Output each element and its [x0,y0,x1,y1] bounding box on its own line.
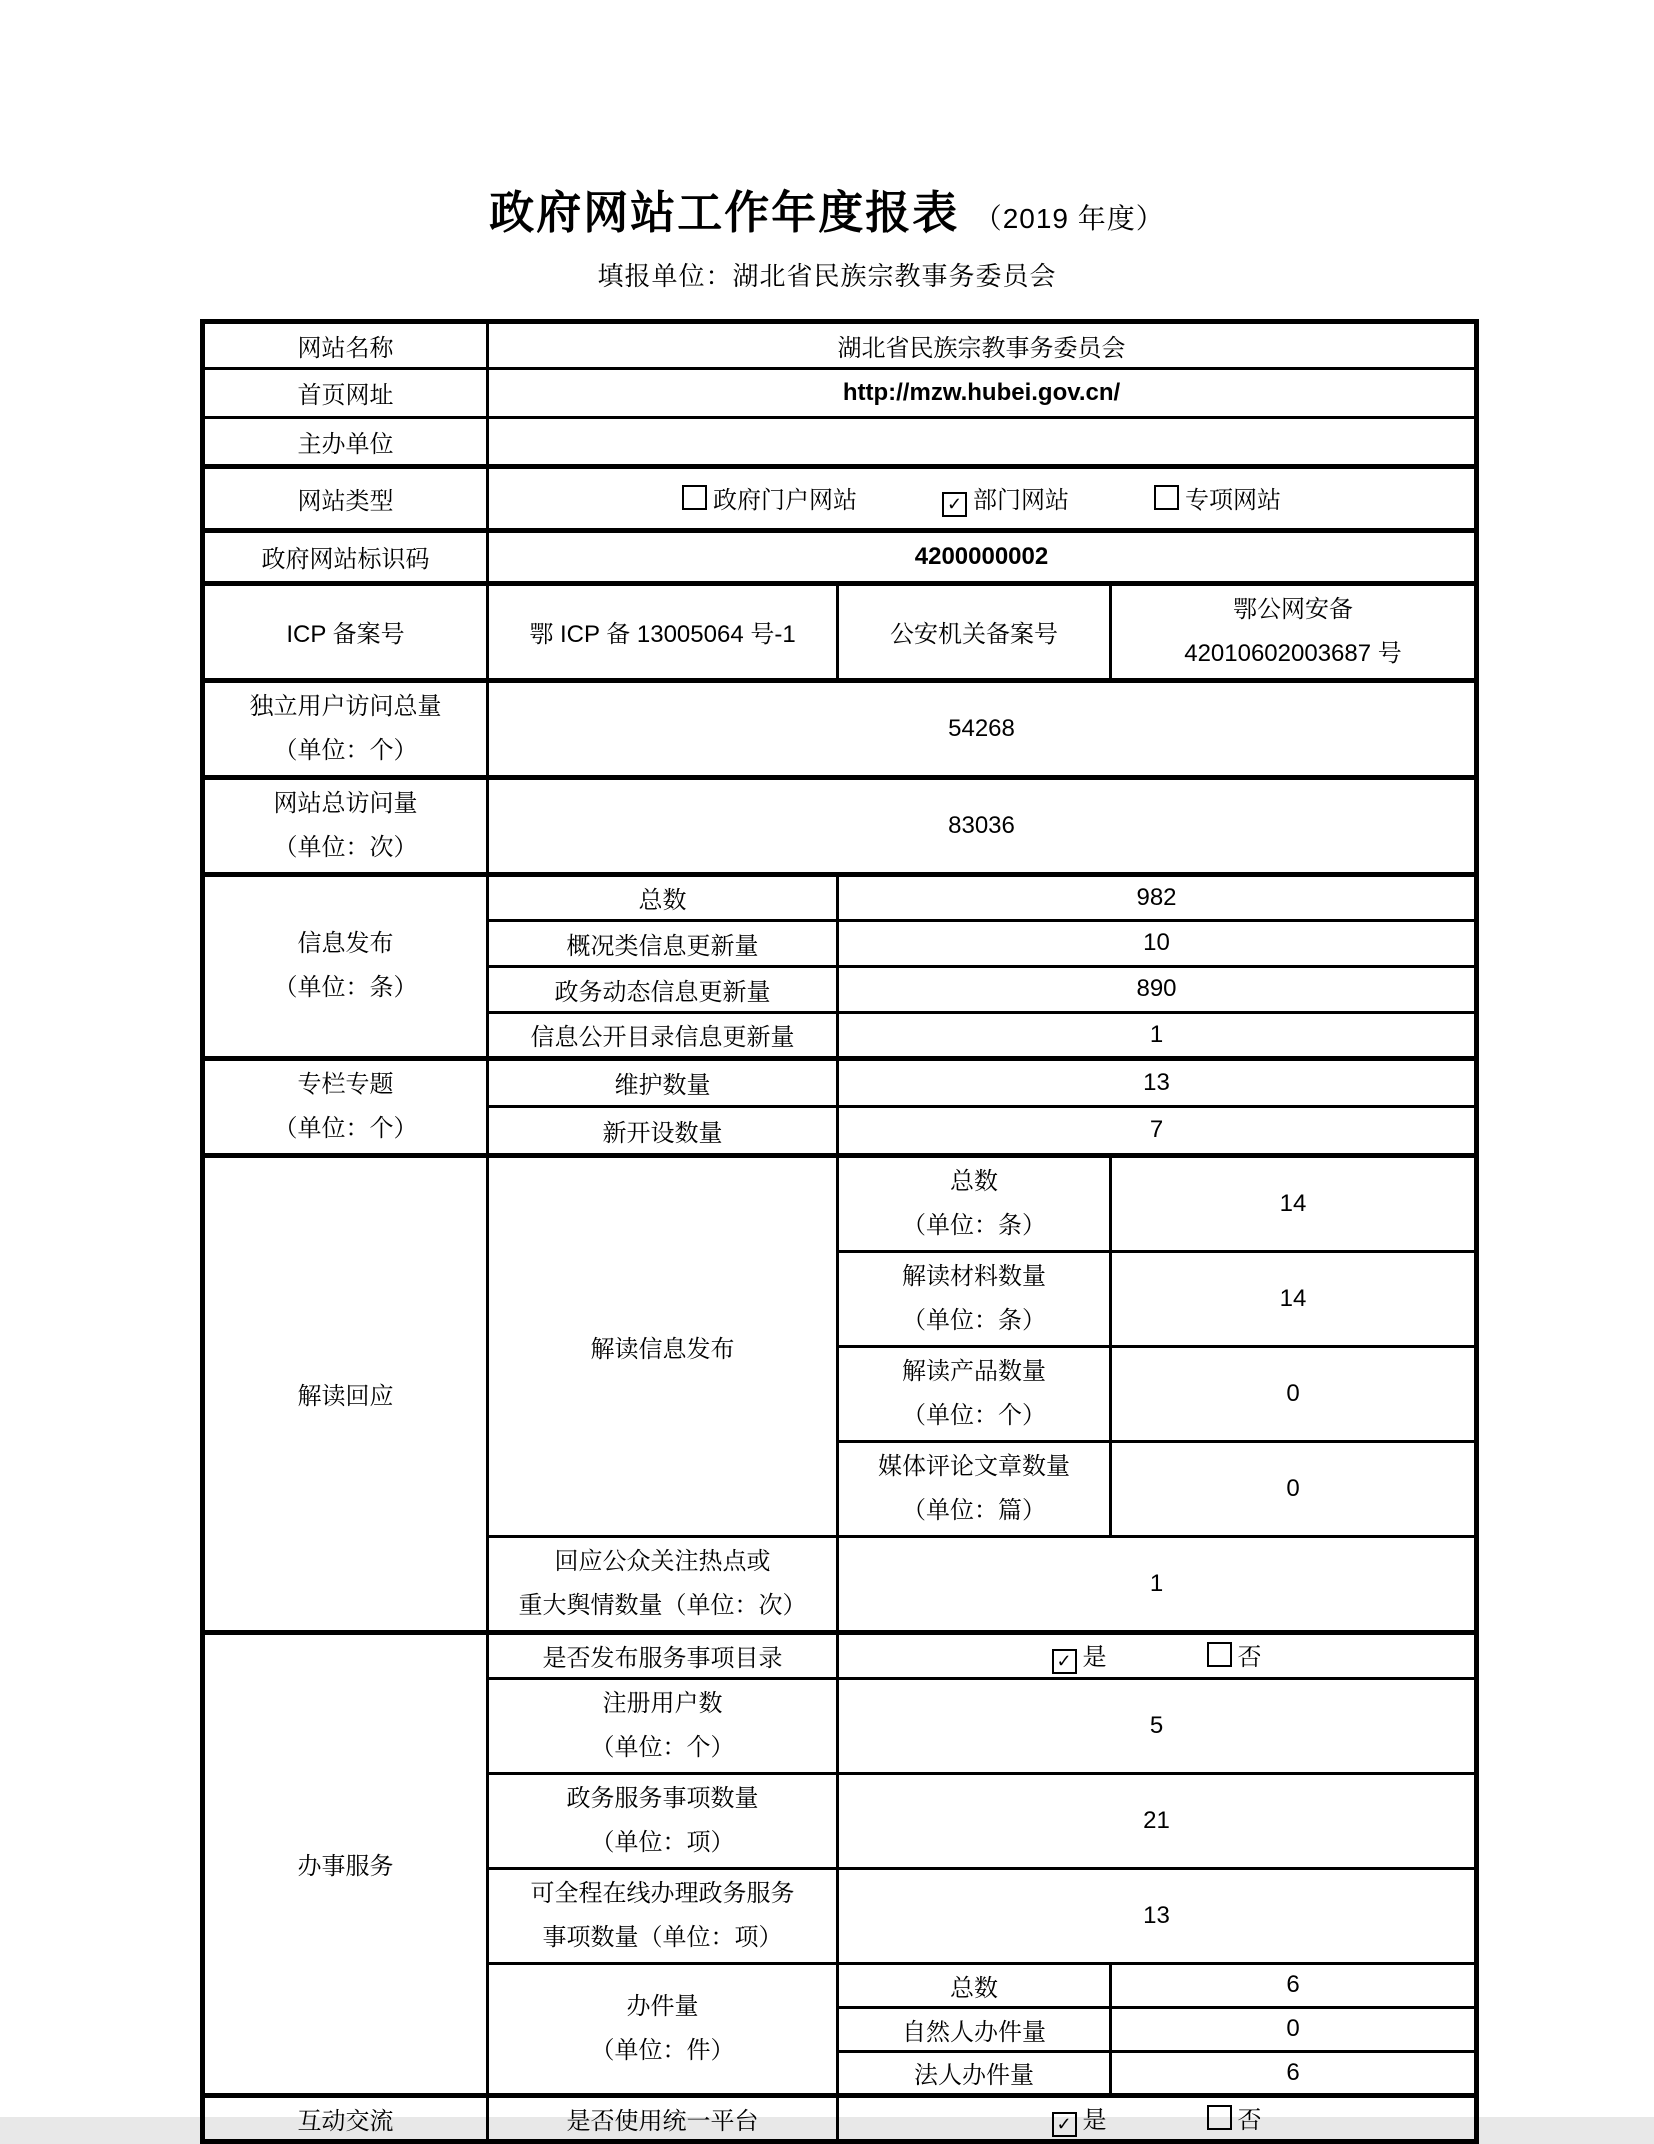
no-option: 否 [1207,2100,1262,2137]
table-row [203,2095,1477,2141]
media-comment-value: 0 [1111,1441,1477,1536]
option-department-site [942,480,1069,517]
checkbox-icon [1207,1642,1232,1667]
unique-visitors-label: 独立用户访问总量 （单位：个） [203,680,488,777]
site-type-options [488,466,1477,530]
maintain-count-label: 维护数量 [488,1058,838,1107]
table-row [203,777,1477,874]
media-comment-label: 媒体评论文章数量 （单位：篇） [838,1441,1111,1536]
police-record-line1: 鄂公网安备 [1233,595,1353,623]
table-row [203,874,1477,920]
option-label: 部门网站 [973,486,1069,514]
table-row [203,417,1477,466]
open-catalog-update-value: 1 [838,1012,1477,1058]
table-row [203,321,1477,368]
home-url-value: http://mzw.hubei.gov.cn/ [488,368,1477,417]
public-response-value: 1 [838,1536,1477,1632]
gov-news-update-label: 政务动态信息更新量 [488,966,838,1012]
table-row [203,1155,1477,1251]
legal-person-volume-value: 6 [1111,2051,1477,2095]
special-columns-label: 专栏专题 （单位：个） [203,1058,488,1155]
interpret-material-label: 解读材料数量 （单位：条） [838,1251,1111,1346]
police-record-value [1111,583,1477,680]
table-row [203,1632,1477,1678]
interpret-response-label: 解读回应 [203,1155,488,1632]
no-option: 否 [1207,1637,1262,1674]
public-response-label: 回应公众关注热点或 重大舆情数量（单位：次） [488,1536,838,1632]
option-label: 专项网站 [1185,486,1281,514]
title-year-suffix: （2019 年度） [973,203,1165,234]
service-catalog-label: 是否发布服务事项目录 [488,1632,838,1678]
interpret-publish-label: 解读信息发布 [488,1155,838,1536]
document-title [0,0,1654,238]
unique-visitors-value: 54268 [488,680,1477,777]
gov-news-update-value: 890 [838,966,1477,1012]
yes-option: ✓ 是 [1052,2100,1107,2137]
service-items-label: 政务服务事项数量 （单位：项） [488,1773,838,1868]
interaction-label: 互动交流 [203,2095,488,2141]
new-open-count-value: 7 [838,1107,1477,1156]
registered-users-value: 5 [838,1678,1477,1773]
site-code-label: 政府网站标识码 [203,530,488,583]
case-volume-total-value: 6 [1111,1963,1477,2007]
checkbox-checked-icon: ✓ [1052,1649,1077,1674]
total-visits-label: 网站总访问量 （单位：次） [203,777,488,874]
option-label: 政府门户网站 [713,486,857,514]
police-record-label: 公安机关备案号 [838,583,1111,680]
interpret-total-label: 总数 （单位：条） [838,1155,1111,1251]
annual-report-table [200,319,1479,2144]
option-portal-site [682,480,857,517]
table-row [203,583,1477,680]
sponsor-value [488,417,1477,466]
checkbox-checked-icon: ✓ [1052,2112,1077,2137]
case-volume-label: 办件量 （单位：件） [488,1963,838,2095]
checkbox-icon [682,485,707,510]
table-row [203,466,1477,530]
registered-users-label: 注册用户数 （单位：个） [488,1678,838,1773]
checkbox-checked-icon: ✓ [942,492,967,517]
maintain-count-value: 13 [838,1058,1477,1107]
site-name-value: 湖北省民族宗教事务委员会 [488,321,1477,368]
natural-person-volume-value: 0 [1111,2007,1477,2051]
services-label: 办事服务 [203,1632,488,2095]
info-publish-total-value: 982 [838,874,1477,920]
open-catalog-update-label: 信息公开目录信息更新量 [488,1012,838,1058]
natural-person-volume-label: 自然人办件量 [838,2007,1111,2051]
sponsor-label: 主办单位 [203,417,488,466]
online-items-label: 可全程在线办理政务服务 事项数量（单位：项） [488,1868,838,1963]
table-row [203,1058,1477,1107]
icp-value: 鄂 ICP 备 13005064 号-1 [488,583,838,680]
unified-platform-label: 是否使用统一平台 [488,2095,838,2141]
checkbox-icon [1154,485,1179,510]
interpret-material-value: 14 [1111,1251,1477,1346]
table-row [203,530,1477,583]
legal-person-volume-label: 法人办件量 [838,2051,1111,2095]
overview-update-label: 概况类信息更新量 [488,920,838,966]
interpret-product-value: 0 [1111,1346,1477,1441]
info-publish-label: 信息发布 （单位：条） [203,874,488,1058]
info-publish-total-label: 总数 [488,874,838,920]
police-record-line2: 42010602003687 号 [1184,639,1402,667]
home-url-label: 首页网址 [203,368,488,417]
site-type-label: 网站类型 [203,466,488,530]
table-row [203,368,1477,417]
service-items-value: 21 [838,1773,1477,1868]
case-volume-total-label: 总数 [838,1963,1111,2007]
online-items-value: 13 [838,1868,1477,1963]
unified-platform-value [838,2095,1477,2141]
site-code-value: 4200000002 [488,530,1477,583]
interpret-product-label: 解读产品数量 （单位：个） [838,1346,1111,1441]
document-subtitle: 填报单位：湖北省民族宗教事务委员会 [597,260,1057,291]
table-row [203,680,1477,777]
icp-label: ICP 备案号 [203,583,488,680]
option-special-site [1154,480,1281,517]
yes-option: ✓ 是 [1052,1637,1107,1674]
overview-update-value: 10 [838,920,1477,966]
interpret-total-value: 14 [1111,1155,1477,1251]
total-visits-value: 83036 [488,777,1477,874]
service-catalog-value [838,1632,1477,1678]
site-name-label: 网站名称 [203,321,488,368]
new-open-count-label: 新开设数量 [488,1107,838,1156]
checkbox-icon [1207,2105,1232,2130]
title-main: 政府网站工作年度报表 [489,187,960,238]
